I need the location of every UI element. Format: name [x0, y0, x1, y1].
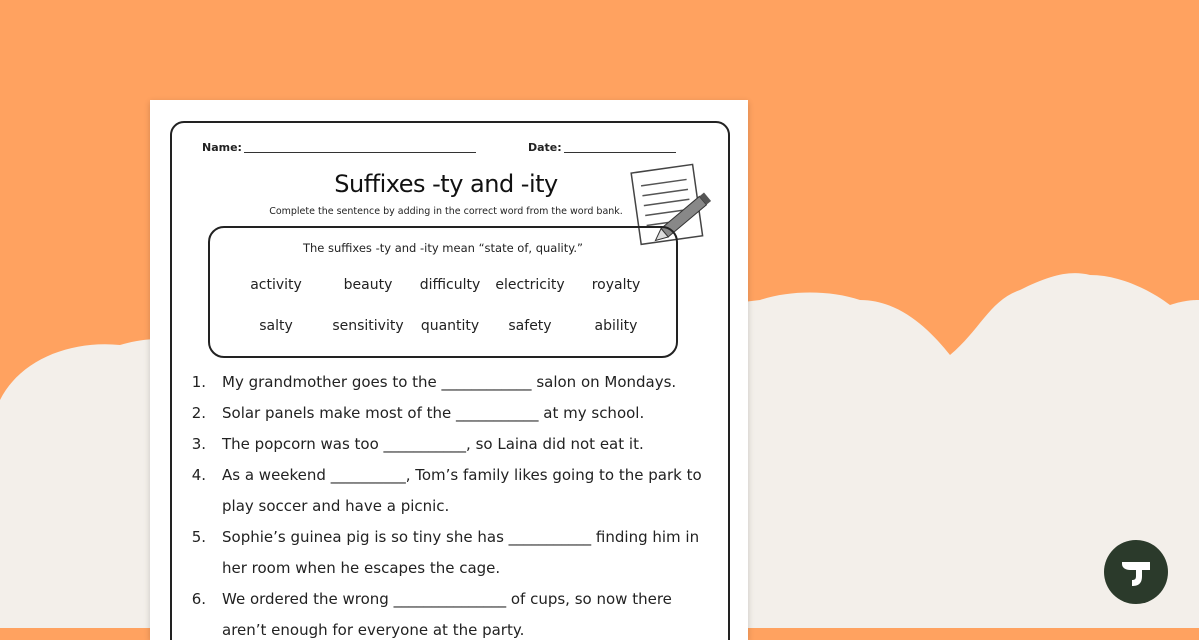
question-text: Sophie’s guinea pig is so tiny she has ___________ finding him in [222, 528, 700, 546]
word-bank-heading: The suffixes -ty and -ity mean “state of, quality.” [302, 241, 584, 255]
word-bank-word: electricity [495, 277, 565, 293]
question-text-continued: play soccer and have a picnic. [222, 497, 450, 515]
question-number: 5. [191, 528, 206, 546]
word-bank-word: sensitivity [332, 318, 404, 334]
word-bank-word: quantity [420, 318, 480, 334]
question-text-continued: aren’t enough for everyone at the party. [222, 621, 525, 639]
word-bank-word: safety [508, 318, 552, 334]
question-number: 3. [191, 435, 206, 453]
worksheet-page [150, 100, 748, 640]
word-bank-word: royalty [591, 277, 641, 293]
question-number: 6. [191, 590, 206, 608]
word-bank-word: activity [250, 277, 302, 293]
word-bank-word: difficulty [419, 277, 481, 293]
date-label: Date: [528, 141, 562, 154]
question-text: As a weekend __________, Tom’s family likes going to the park to [222, 466, 702, 484]
date-field[interactable] [564, 152, 676, 153]
question-text: We ordered the wrong _______________ of cups, so now there [222, 590, 672, 608]
instructions: Complete the sentence by adding in the correct word from the word bank. [269, 206, 623, 217]
name-label: Name: [202, 141, 242, 154]
logo-glyph [1104, 540, 1168, 604]
question-number: 2. [191, 404, 206, 422]
worksheet-title: Suffixes -ty and -ity [334, 170, 558, 198]
word-bank-word: salty [259, 318, 293, 334]
word-bank [208, 226, 678, 358]
question-number: 4. [191, 466, 206, 484]
question-number: 1. [191, 373, 206, 391]
question-text: Solar panels make most of the ___________ at my school. [222, 404, 645, 422]
teach-starter-logo-icon[interactable] [1104, 540, 1168, 604]
name-field[interactable] [244, 152, 476, 153]
question-text-continued: her room when he escapes the cage. [222, 559, 501, 577]
word-bank-word: beauty [343, 277, 393, 293]
word-bank-word: ability [594, 318, 638, 334]
question-text: The popcorn was too ___________, so Laina did not eat it. [222, 435, 644, 453]
question-text: My grandmother goes to the ____________ salon on Mondays. [222, 373, 677, 391]
